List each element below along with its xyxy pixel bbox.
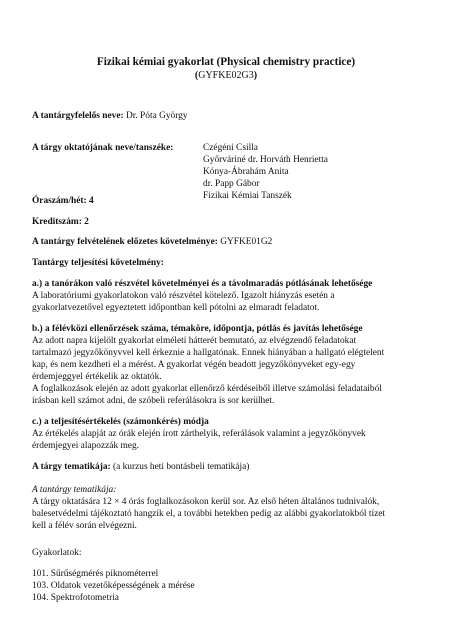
section-a-heading: a.) a tanórákon való részvétel követelményei és a távolmaradás pótlásának lehetősége [32,279,373,289]
requirements-heading: Tantárgy teljesítési követelmény: [32,258,164,268]
topics-label: A tárgy tematikája: [32,462,111,472]
practical-item: 103. Oldatok vezetőképességének a mérése [32,581,195,591]
prerequisite-row [32,236,272,248]
section-b-line: kap, és nem kezdheti el a mérést. A gyakorlat végén beadott jegyzőkönyveket egy-egy [32,360,356,370]
prerequisite-label: A tantárgy felvételének előzetes követelménye: [32,237,218,247]
topics-line: A tárgy oktatására 12 × 4 órás foglalkozásokon kerül sor. Az első héten általános tudnivalók, [32,497,380,507]
section-b-line: érdemjeggyel értékelik az oktatók. [32,372,162,382]
section-a-line: A laboratóriumi gyakorlatokon való részvétel kötelező. Igazolt hiányzás esetén a [32,291,335,301]
teacher-name: Czégéni Csilla [203,143,258,153]
course-code-value: GYFKE02G3 [198,70,254,81]
section-b-line: írásban kell számot adni, de szóbeli referálásokra is sor kerülhet. [32,396,275,406]
document-title: Fizikai kémiai gyakorlat (Physical chemistry practice) [96,56,356,68]
teacher-name: Kónya-Ábrahám Anita [203,167,289,177]
topics-subheading: A tantárgy tematikája: [32,485,117,495]
code-close-paren: ) [253,70,258,81]
practicals-label: Gyakorlatok: [32,548,82,558]
teacher-name: dr. Papp Gábor [203,179,260,189]
section-b-heading: b.) a félévközi ellenőrzések száma, témaköre, időpontja, pótlás és javítás lehetősége [32,324,363,334]
responsible-label: A tantárgyfelelős neve: [32,111,124,121]
credits-label: Kreditszám: 2 [32,217,89,227]
section-b-line: tartalmazó jegyzőkönyvvel kell érkeznie a hallgatónak. Ennek hiányában a hallgató elégtelent [32,348,385,358]
section-c-line: érdemjegyei alapozzák meg. [32,441,139,451]
topics-note: (a kurzus heti bontásbeli tematikája) [112,462,250,472]
prerequisite-value: GYFKE01G2 [220,237,273,247]
teacher-name: Győrváriné dr. Horváth Henrietta [203,155,328,165]
section-b-line: A foglalkozások elején az adott gyakorlat ellenőrző kérdéseiből illetve számolási feladataiból [32,384,382,394]
topics-row [32,461,249,473]
responsible-row [32,110,188,122]
practical-item: 104. Spektrofotometria [32,593,119,603]
practical-item: 101. Sűrűségmérés piknométerrel [32,569,159,579]
course-code [0,70,452,82]
code-open-paren: ( [194,70,199,81]
section-c-line: Az értékelés alapját az órák elején írott zárthelyik, referálások valamint a jegyzőkönyvek [32,429,366,439]
section-a-line: gyakorlatvezetővel egyeztetett időpontban kell pótolni az elmaradt feladatot. [32,303,320,313]
teachers-label: A tárgy oktatójának neve/tanszéke: [32,143,174,153]
department-name: Fizikai Kémiai Tanszék [203,191,292,201]
responsible-value: Dr. Póta György [126,111,188,121]
hours-label: Óraszám/hét: 4 [32,196,94,206]
section-b-line: Az adott napra kijelölt gyakorlat elméleti hátterét bemutató, az elvégzendő feladatokat [32,336,357,346]
topics-line: kell a félév során elvégezni. [32,521,137,531]
topics-line: balesetvédelmi tájékoztató hangzik el, a további hetekben pedig az alábbi gyakorlatokból tízet [32,509,385,519]
section-c-heading: c.) a teljesítésértékelés (számonkérés) módja [32,417,209,427]
